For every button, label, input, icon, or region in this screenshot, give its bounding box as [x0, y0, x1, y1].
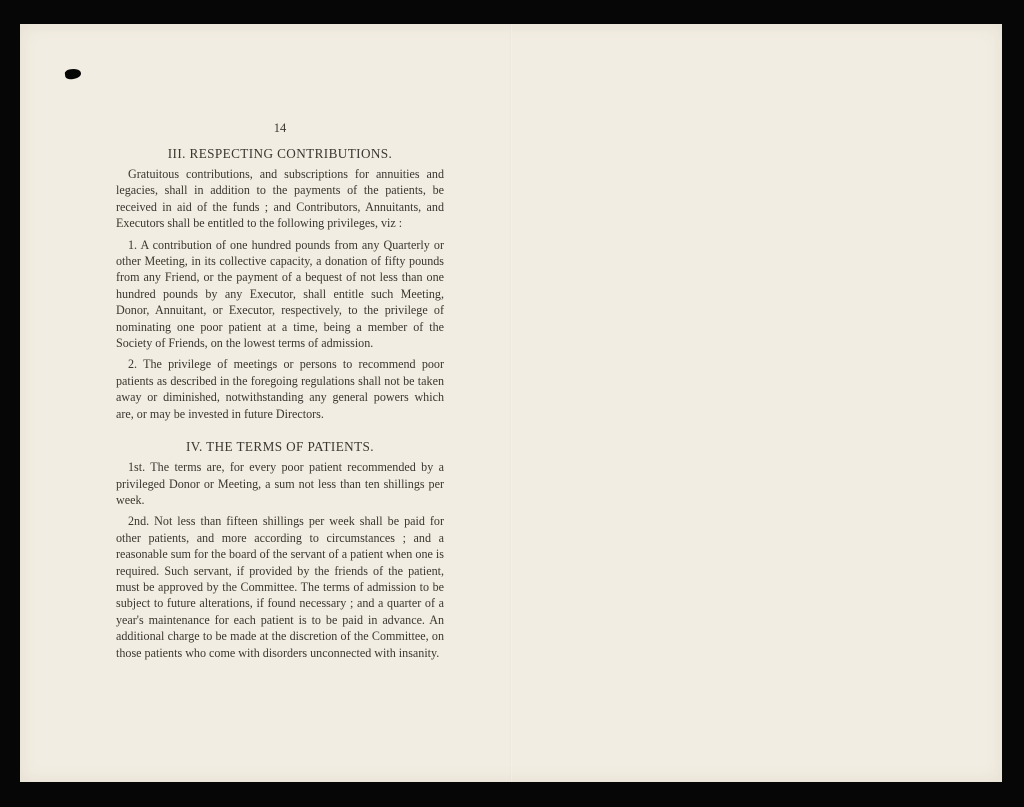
section-three-heading: III. RESPECTING CONTRIBUTIONS. — [167, 146, 393, 161]
section-four-heading: IV. THE TERMS OF PATIENTS. — [186, 439, 374, 455]
contribution-rule-one-paragraph: 1. A contribution of one hundred pounds from any Quarterly or other Meeting, in its collective capacity, a donation of fifty pounds from any Friend, or the payment of a bequest of not less than one hundred pounds by any Executor, shall entitle such Meeting, Donor, Annuitant, or Executor, respectively, to the privilege of nominating one poor patient at a time, being a member of the Society of Friends, on the lowest terms of admission. — [116, 237, 444, 351]
page-number: 14 — [273, 121, 287, 135]
terms-first-paragraph: 1st. The terms are, for every poor patient recommended by a privileged Donor or Meeting, a sum not less than ten shillings per week. — [116, 460, 444, 507]
contribution-intro-paragraph: Gratuitous contributions, and subscriptions for annuities and legacies, shall in addition to the payments of the patients, be received in aid of the funds ; and Contributors, Annuitants, and Executors shall be entitled to the following privileges, viz : — [116, 167, 444, 231]
paper-hole-mark — [64, 68, 81, 80]
left-page-text-column — [116, 120, 444, 666]
center-fold — [510, 24, 512, 782]
terms-second-paragraph: 2nd. Not less than fifteen shillings per week shall be paid for other patients, and more according to circumstances ; and a reasonable sum for the board of the servant of a patient when one is required. Such servant, if provided by the friends of the patient, must be approved by the Committee. The terms of admission to be subject to future alterations, if found necessary ; and a quarter of a year's maintenance for each patient is to be paid in advance. An additional charge to be made at the discretion of the Committee, on those patients who come with disorders unconnected with insanity. — [116, 514, 444, 660]
contribution-rule-two-paragraph: 2. The privilege of meetings or persons to recommend poor patients as described in the foregoing regulations shall not be taken away or diminished, notwithstanding any general powers which are, or may be invested in future Directors. — [116, 357, 444, 421]
paper-sheet — [20, 24, 1002, 782]
